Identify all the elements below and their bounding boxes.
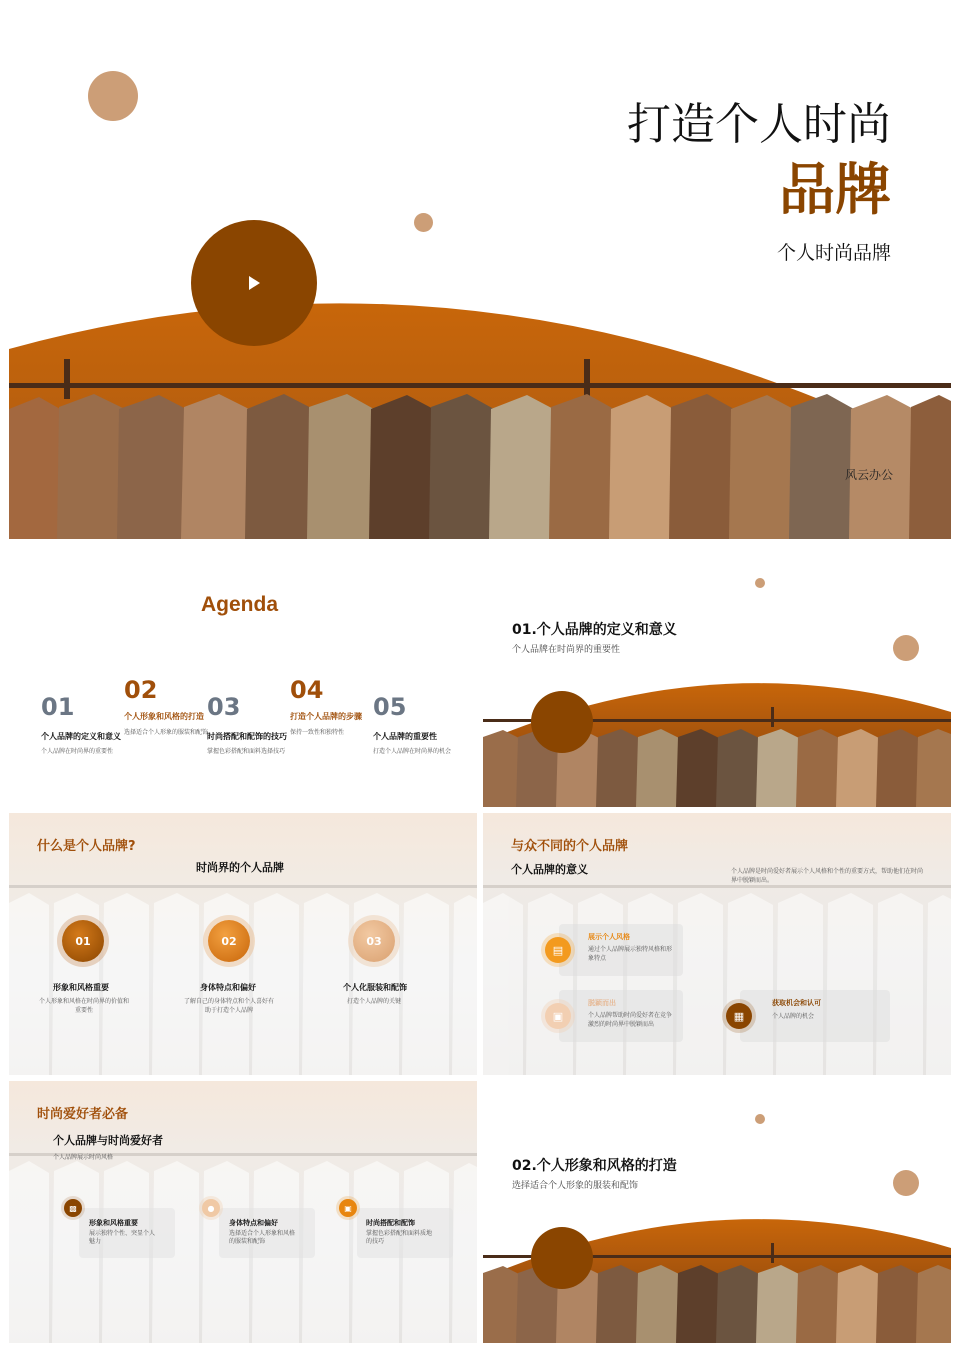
what-desc-03: 打造个人品牌的关键 (346, 998, 401, 1005)
agenda-desc-02: 选择适合个人形象的服装和配饰 (124, 729, 209, 736)
step-circle-03: 03 (353, 920, 395, 962)
unique-heading: 与众不同的个人品牌 (511, 839, 629, 854)
unique-desc-1: 通过个人品牌展示独特风格和形象特点 (588, 946, 673, 962)
agenda-num-01: 01 (41, 693, 75, 721)
decor-circle (893, 635, 919, 661)
agenda-num-02: 02 (124, 676, 158, 704)
agenda-desc-03: 掌握色彩搭配和面料选择技巧 (207, 748, 286, 755)
cover-watermark: 风云办公 (845, 468, 894, 482)
decor-circle (531, 1227, 593, 1289)
agenda-title-04: 打造个人品牌的步骤 (290, 712, 362, 721)
agenda-title-03: 时尚搭配和配饰的技巧 (207, 732, 287, 741)
essential-slide (9, 1081, 477, 1343)
chat-icon: ▤ (545, 937, 571, 963)
cover-slide (9, 10, 951, 539)
what-desc-01: 个人形象和风格在时尚界的价值和重要性 (38, 998, 129, 1014)
step-circle-02: 02 (208, 920, 250, 962)
what-title-01: 形象和风格重要 (53, 983, 109, 992)
agenda-title-05: 个人品牌的重要性 (373, 732, 437, 741)
image-icon: ▩ (64, 1199, 82, 1217)
document-icon: ▦ (726, 1003, 752, 1029)
laptop-icon: ▣ (339, 1199, 357, 1217)
unique-slide (483, 813, 951, 1075)
essential-desc-1: 展示独特个性、突显个人魅力 (89, 1230, 156, 1246)
agenda-title-02: 个人形象和风格的打造 (124, 712, 204, 721)
section1-slide (483, 545, 951, 807)
agenda-num-03: 03 (207, 693, 241, 721)
agenda-slide (9, 545, 477, 807)
cover-title-line2: 品牌 (779, 158, 891, 223)
decor-circle (88, 71, 138, 121)
essential-desc-3: 掌握色彩搭配和面料质地的技巧 (366, 1230, 433, 1246)
decor-circle (755, 1114, 765, 1124)
step-circle-01: 01 (62, 920, 104, 962)
agenda-desc-01: 个人品牌在时尚界的重要性 (41, 748, 114, 755)
what-desc-02: 了解自己的身体特点和个人喜好有助于打造个人品牌 (183, 998, 274, 1014)
what-title-03: 个人化服装和配饰 (343, 983, 407, 992)
agenda-desc-05: 打造个人品牌在时尚界的机会 (373, 748, 452, 755)
what-heading: 什么是个人品牌? (37, 839, 136, 854)
unique-desc-3: 个人品牌的机会 (772, 1013, 815, 1020)
agenda-title-01: 个人品牌的定义和意义 (41, 732, 121, 741)
essential-heading: 时尚爱好者必备 (37, 1107, 129, 1122)
laptop-icon: ▣ (545, 1003, 571, 1029)
pin-icon: ● (202, 1199, 220, 1217)
unique-intro: 个人品牌是时尚爱好者展示个人风格和个性的重要方式，帮助他们在时尚界中脱颖而出。 (731, 868, 924, 884)
section1-subtitle: 个人品牌在时尚界的重要性 (512, 645, 621, 655)
essential-title-3: 时尚搭配和配饰 (366, 1219, 415, 1227)
essential-subheading: 个人品牌与时尚爱好者 (53, 1134, 163, 1147)
essential-title-2: 身体特点和偏好 (229, 1219, 278, 1227)
decor-circle (531, 691, 593, 753)
decor-circle (893, 1170, 919, 1196)
unique-title-3: 获取机会和认可 (772, 999, 821, 1007)
play-button[interactable] (191, 220, 317, 346)
play-icon (246, 275, 262, 291)
decor-circle (414, 213, 433, 232)
unique-desc-2: 个人品牌帮助时尚爱好者在竞争激烈的时尚界中脱颖而出 (588, 1012, 673, 1028)
agenda-heading: Agenda (201, 593, 279, 616)
section1-title: 01.个人品牌的定义和意义 (512, 622, 677, 638)
cover-title-line1: 打造个人时尚 (627, 99, 891, 150)
essential-title-1: 形象和风格重要 (89, 1219, 138, 1227)
essential-desc-2: 选择适合个人形象和风格的服装和配饰 (229, 1230, 296, 1246)
agenda-num-04: 04 (290, 676, 324, 704)
decor-circle (755, 578, 765, 588)
clothes-rack-image (9, 279, 951, 539)
section2-title: 02.个人形象和风格的打造 (512, 1158, 677, 1174)
section2-subtitle: 选择适合个人形象的服装和配饰 (512, 1181, 639, 1191)
what-title-02: 身体特点和偏好 (200, 983, 256, 992)
agenda-num-05: 05 (373, 693, 407, 721)
unique-title-2: 脱颖而出 (588, 999, 616, 1007)
unique-title-1: 展示个人风格 (588, 933, 630, 941)
section2-slide (483, 1081, 951, 1343)
unique-subheading: 个人品牌的意义 (511, 863, 588, 876)
what-slide (9, 813, 477, 1075)
cover-subtitle: 个人时尚品牌 (776, 242, 891, 264)
essential-caption: 个人品牌展示时尚风格 (53, 1154, 114, 1161)
what-subheading: 时尚界的个人品牌 (196, 861, 284, 874)
agenda-desc-04: 保持一致性和独特性 (290, 729, 345, 736)
